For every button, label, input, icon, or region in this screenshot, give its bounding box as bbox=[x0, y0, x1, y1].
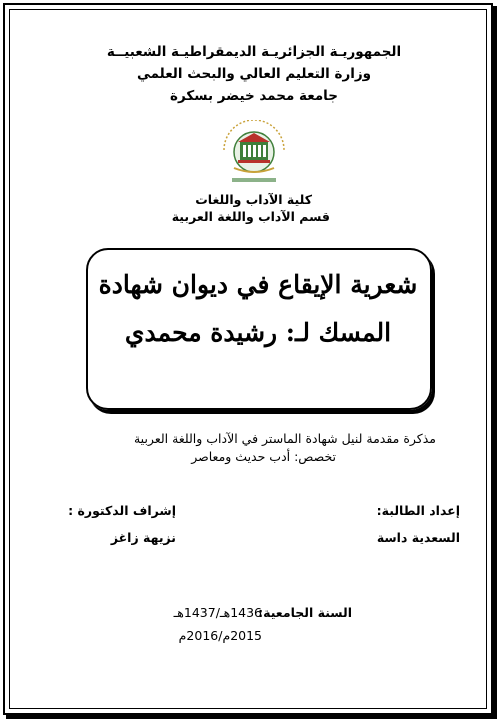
page-border-shadow-right bbox=[493, 6, 497, 718]
republic-heading: الجمهوريـة الجزائريـة الديمقراطيـة الشعبيــة bbox=[106, 44, 402, 60]
ministry-heading: وزارة التعليم العالي والبحث العلمي bbox=[136, 66, 372, 82]
faculty-name: كلية الآداب واللغات bbox=[195, 192, 312, 207]
thesis-purpose: مذكرة مقدمة لنيل شهادة الماستر في الآداب واللغة العربية bbox=[133, 431, 436, 446]
thesis-title-line-2: المسك لـ: رشيدة محمدي bbox=[124, 318, 392, 347]
academic-year-gregorian: 2015م/2016م bbox=[178, 628, 262, 643]
academic-year-hijri: 1436هـ/1437هـ bbox=[173, 605, 262, 620]
department-name: قسم الآداب واللغة العربية bbox=[171, 209, 330, 224]
thesis-specialty: تخصص: أدب حديث ومعاصر bbox=[191, 449, 336, 464]
student-label: إعداد الطالبة: bbox=[376, 503, 460, 518]
university-crest-icon bbox=[214, 120, 294, 190]
student-name: السعدية داسة bbox=[376, 530, 460, 545]
thesis-title-line-1: شعرية الإيقاع في ديوان شهادة bbox=[98, 270, 418, 299]
supervisor-label: إشراف الدكتورة : bbox=[68, 503, 176, 518]
academic-year-label: السنة الجامعية: bbox=[258, 605, 352, 620]
supervisor-name: نزيهة زاغز bbox=[110, 530, 176, 545]
university-heading: جامعة محمد خيضر بسكرة bbox=[170, 88, 338, 104]
page-border-shadow-bottom bbox=[6, 715, 497, 719]
